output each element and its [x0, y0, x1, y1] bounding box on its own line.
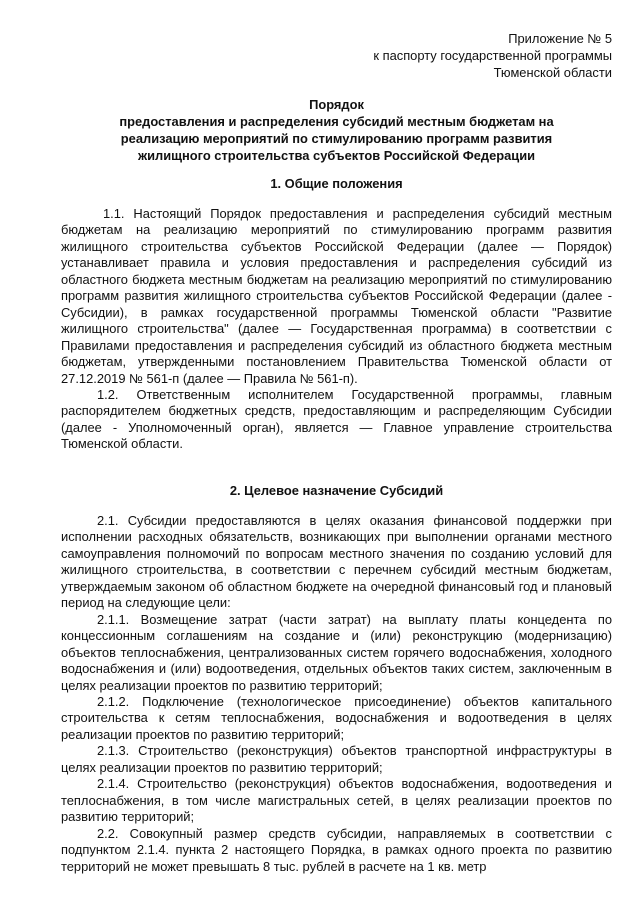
- title-line-3: реализацию мероприятий по стимулированию программ развития: [120, 131, 553, 146]
- title-line-4: жилищного строительства субъектов Российской Федерации: [137, 148, 536, 163]
- paragraph-2-1-4: 2.1.4. Строительство (реконструкция) объектов водоснабжения, водоотведения и теплоснабжения, в том числе магистральных сетей, в целях реализации проектов по развитию территорий;: [61, 776, 612, 825]
- paragraph-1-1: 1.1. Настоящий Порядок предоставления и распределения субсидий местным бюджетам на реализацию мероприятий по стимулированию программ развития жилищного строительства субъектов Российской Федерации (далее — Порядок) устанавливает правила и условия предоставления и распределения субсидий из областного бюджета местным бюджетам на реализацию мероприятий по стимулированию программ развития жилищного строительства субъектов Российской Федерации (далее - Субсидии), в рамках государственной программы Тюменской области "Развитие жилищного строительства" (далее — Государственная программа) в соответствии с Правилами предоставления и распределения субсидий из областного бюджета местным бюджетам, утвержденными постановлением Правительства Тюменской области от 27.12.2019 № 561-п (далее — Правила № 561-п).: [61, 206, 612, 386]
- section-2-heading: 2. Целевое назначение Субсидий: [229, 483, 444, 498]
- paragraph-2-2: 2.2. Совокупный размер средств субсидии, направляемых в соответствии с подпунктом 2.1.4. пункта 2 настоящего Порядка, в рамках одного проекта по развитию территорий не может превышать 8 тыс. рублей в расчете на 1 кв. метр: [61, 825, 612, 874]
- section-1-heading: 1. Общие положения: [270, 176, 403, 191]
- paragraph-1-2: 1.2. Ответственным исполнителем Государственной программы, главным распорядителем бюджетных средств, предоставляющим и распределяющим Субсидии (далее - Уполномоченный орган), является — Главное управление строительства Тюменской области.: [61, 386, 612, 452]
- paragraph-2-1-1: 2.1.1. Возмещение затрат (части затрат) на выплату платы концедента по концессионным соглашениям на создание и (или) реконструкцию (модернизацию) объектов теплоснабжения, централизованных систем горячего водоснабжения, холодного водоснабжения и (или) водоотведения, отдельных объектов таких систем, заключенным в целях реализации проектов по развитию территорий;: [61, 611, 612, 693]
- appendix-line-3: Тюменской области: [493, 65, 612, 80]
- paragraph-2-1-2: 2.1.2. Подключение (технологическое присоединение) объектов капитального строительства к сетям теплоснабжения, водоснабжения и водоотведения в целях реализации проектов по развитию территорий;: [61, 693, 612, 742]
- section-1-body: [61, 206, 612, 453]
- appendix-note: [373, 30, 612, 81]
- section-2-body: [61, 513, 612, 875]
- title-line-1: Порядок: [309, 97, 364, 112]
- paragraph-2-1: 2.1. Субсидии предоставляются в целях оказания финансовой поддержки при исполнении расходных обязательств, возникающих при выполнении органами местного самоуправления полномочий по вопросам местного значения по созданию условий для жилищного строительства, в соответствии с перечнем субсидий местным бюджетам, утверждаемым законом об областном бюджете на очередной финансовый год и плановый период на следующие цели:: [61, 513, 612, 611]
- title-line-2: предоставления и распределения субсидий местным бюджетам на: [119, 114, 554, 129]
- paragraph-2-1-3: 2.1.3. Строительство (реконструкция) объектов транспортной инфраструктуры в целях реализации проектов по развитию территорий;: [61, 743, 612, 775]
- appendix-line-1: Приложение № 5: [508, 31, 612, 46]
- appendix-line-2: к паспорту государственной программы: [373, 48, 612, 63]
- document-title: [61, 96, 612, 164]
